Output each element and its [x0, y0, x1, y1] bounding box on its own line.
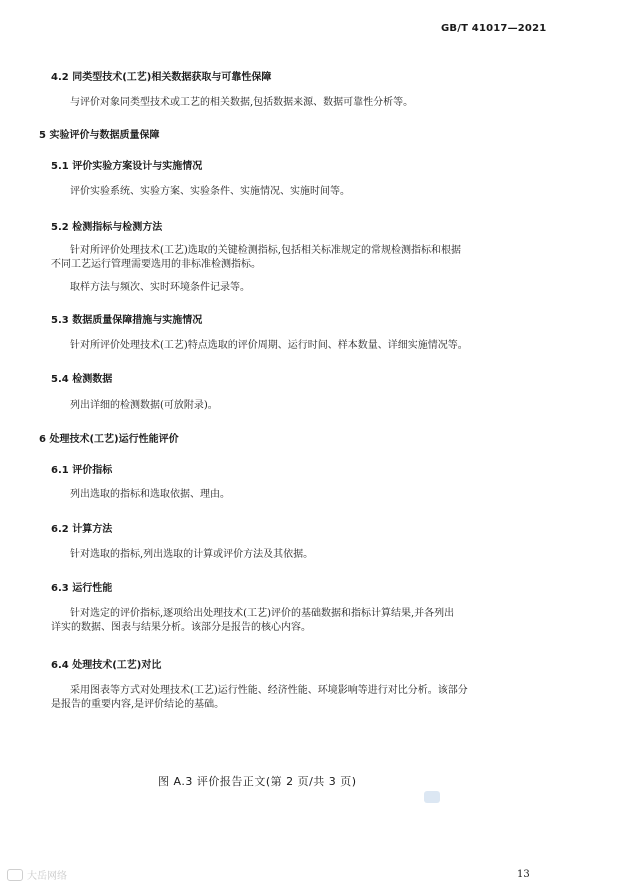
section-6-4-body-line1: 采用图表等方式对处理技术(工艺)运行性能、经济性能、环境影响等进行对比分析。该部分	[70, 685, 468, 696]
section-6-heading: 6 处理技术(工艺)运行性能评价	[39, 434, 179, 445]
section-5-2-body-line2: 不同工艺运行管理需要选用的非标准检测指标。	[51, 259, 261, 270]
section-6-2-body: 针对选取的指标,列出选取的计算或评价方法及其依据。	[70, 549, 314, 560]
section-4-2-heading: 4.2 同类型技术(工艺)相关数据获取与可靠性保障	[51, 72, 272, 83]
stamp-mark	[424, 791, 440, 803]
section-5-3-body: 针对所评价处理技术(工艺)特点选取的评价周期、运行时间、样本数量、详细实施情况等。	[70, 340, 468, 351]
section-5-3-heading: 5.3 数据质量保障措施与实施情况	[51, 315, 203, 326]
section-5-heading: 5 实验评价与数据质量保障	[39, 130, 160, 141]
watermark-text: 大岳网络	[27, 871, 67, 882]
section-6-3-heading: 6.3 运行性能	[51, 583, 113, 594]
section-6-1-body: 列出选取的指标和选取依据、理由。	[70, 489, 230, 500]
watermark-logo-icon	[7, 869, 23, 881]
section-6-3-body-line2: 详实的数据、图表与结果分析。该部分是报告的核心内容。	[51, 622, 311, 633]
section-5-4-body: 列出详细的检测数据(可放附录)。	[70, 400, 218, 411]
figure-caption: 图 A.3 评价报告正文(第 2 页/共 3 页)	[158, 775, 357, 788]
section-6-2-heading: 6.2 计算方法	[51, 524, 113, 535]
section-5-1-body: 评价实验系统、实验方案、实验条件、实施情况、实施时间等。	[70, 186, 350, 197]
section-6-3-body-line1: 针对选定的评价指标,逐项给出处理技术(工艺)评价的基础数据和指标计算结果,并各列出	[70, 608, 455, 619]
section-6-1-heading: 6.1 评价指标	[51, 465, 113, 476]
section-5-2-heading: 5.2 检测指标与检测方法	[51, 222, 163, 233]
section-4-2-body: 与评价对象同类型技术或工艺的相关数据,包括数据来源、数据可靠性分析等。	[70, 97, 414, 108]
section-5-1-heading: 5.1 评价实验方案设计与实施情况	[51, 161, 203, 172]
standard-code: GB/T 41017—2021	[441, 23, 547, 34]
watermark	[7, 867, 67, 882]
page-number: 13	[517, 869, 530, 880]
section-5-2-body-line1: 针对所评价处理技术(工艺)选取的关键检测指标,包括相关标准规定的常规检测指标和根据	[70, 245, 461, 256]
section-6-4-heading: 6.4 处理技术(工艺)对比	[51, 660, 162, 671]
section-5-2-body2: 取样方法与频次、实时环境条件记录等。	[70, 282, 250, 293]
section-6-4-body-line2: 是报告的重要内容,是评价结论的基础。	[51, 699, 225, 710]
section-5-4-heading: 5.4 检测数据	[51, 374, 113, 385]
